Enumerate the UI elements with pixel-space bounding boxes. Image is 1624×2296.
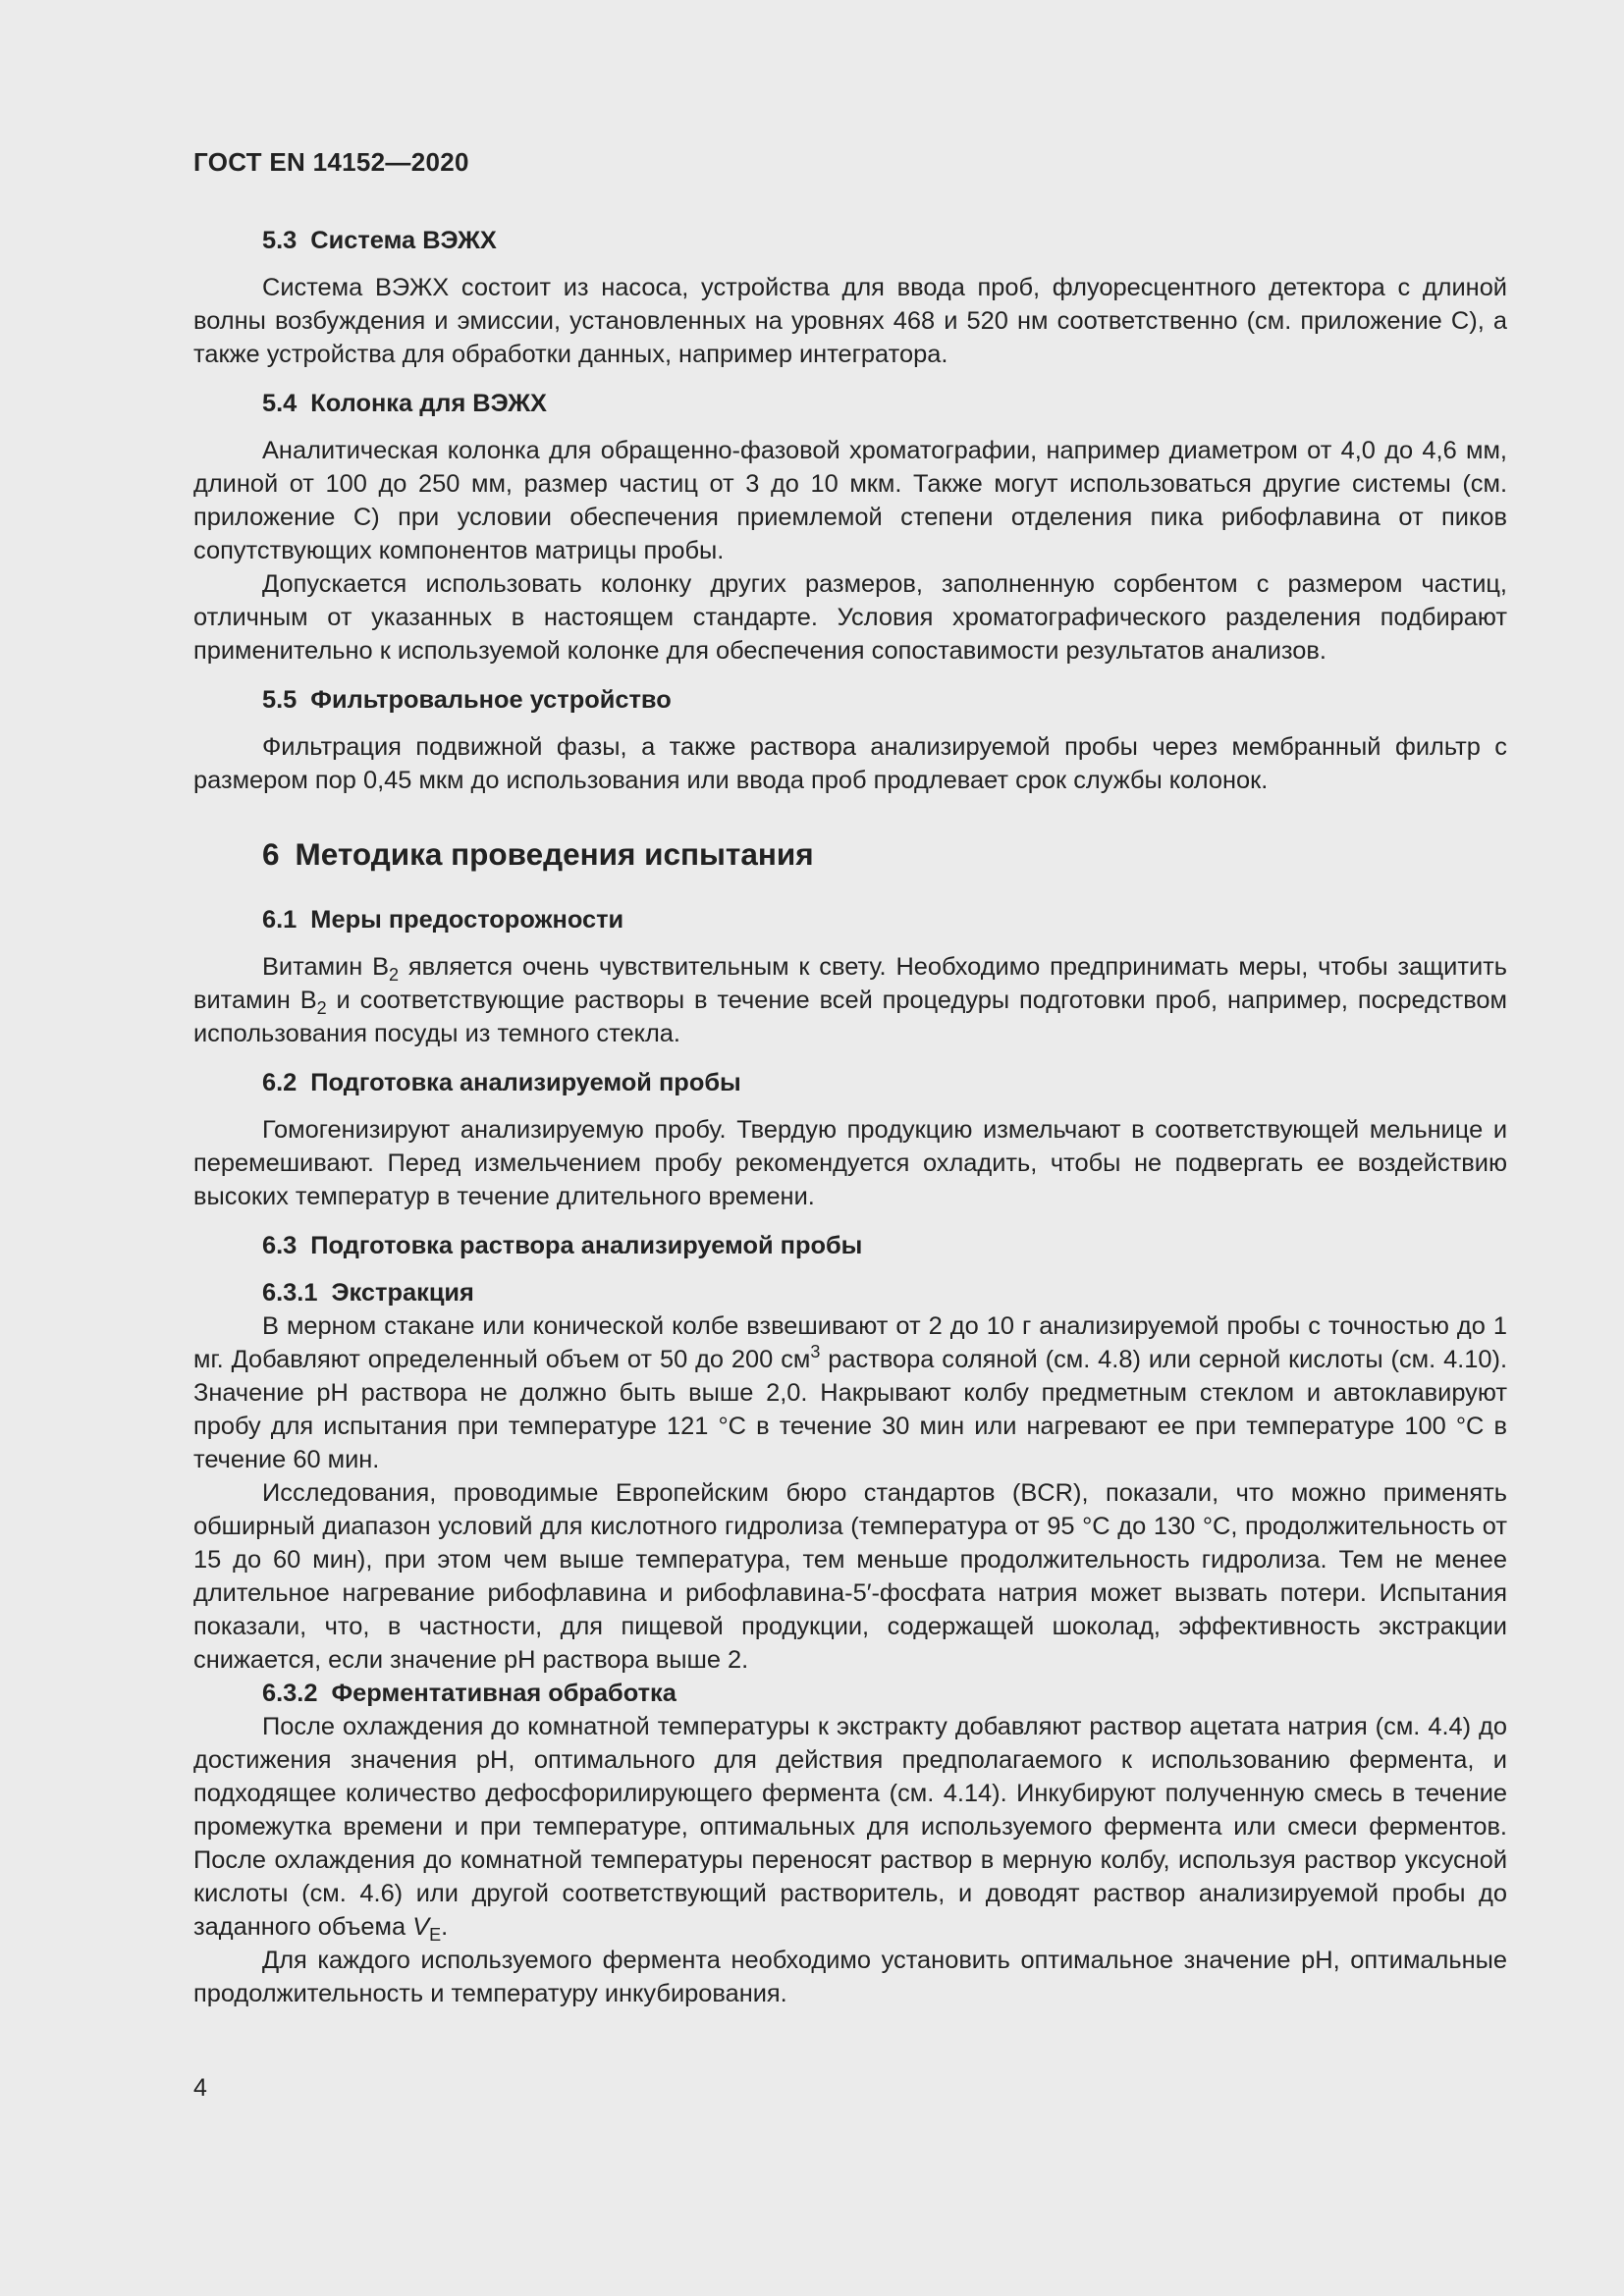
- text-run: Витамин В: [262, 953, 390, 981]
- section-number: 6.3: [262, 1232, 298, 1259]
- section-6-3-2-heading: [193, 1677, 1507, 1710]
- section-5-3-paragraph-1: Система ВЭЖХ состоит из насоса, устройства для ввода проб, флуоресцентного детектора с длиной волны возбуждения и эмиссии, установленных на уровнях 468 и 520 нм соответственно (см. приложение С), а также устройства для обработки данных, например интегратора.: [193, 274, 1507, 368]
- section-title: Меры предосторожности: [310, 906, 624, 934]
- text-run: После охлаждения до комнатной температуры к экстракту добавляют раствор ацетата натрия (см. 4.4) до достижения значения pH, оптимального для действия предполагаемого к использованию фермента, и подходящее количество дефосфорилирующего фермента (см. 4.14). Инкубируют полученную смесь в течение промежутка времени и при температуре, оптимальных для используемого фермента или смеси ферментов. После охлаждения до комнатной температуры переносят раствор в мерную колбу, используя раствор уксусной кислоты (см. 4.6) или другой соответствующий растворитель, и доводят раствор анализируемой пробы до заданного объема: [193, 1713, 1507, 1941]
- section-6-1-heading: [193, 903, 1507, 936]
- section-6-2-heading: [193, 1066, 1507, 1099]
- section-title: Подготовка анализируемой пробы: [310, 1069, 741, 1096]
- subscript: 2: [316, 998, 327, 1018]
- section-title: Колонка для ВЭЖХ: [310, 390, 547, 417]
- section-number: 5.4: [262, 390, 298, 417]
- section-title: Ферментативная обработка: [331, 1680, 677, 1707]
- section-6-3-1-paragraph-2: Исследования, проводимые Европейским бюро стандартов (BCR), показали, что можно применять обширный диапазон условий для кислотного гидролиза (температура от 95 °С до 130 °С, продолжительность от 15 до 60 мин), при этом чем выше температура, тем меньше продолжительность гидролиза. Тем не менее длительное нагревание рибофлавина и рибофлавина-5′-фосфата натрия может вызвать потери. Испытания показали, что, в частности, для пищевой продукции, содержащей шоколад, эффективность экстракции снижается, если значение pH раствора выше 2.: [193, 1479, 1507, 1674]
- section-number: 6: [262, 836, 280, 872]
- section-5-4-heading: [193, 387, 1507, 420]
- section-5-3-heading: [193, 224, 1507, 257]
- text-run: В мерном стакане или конической колбе взвешивают от 2 до 10 г анализируемой пробы с точностью до 1 мг. Добавляют определенный объем от 50 до 200 см: [193, 1312, 1507, 1373]
- section-title: Экстракция: [331, 1279, 474, 1307]
- section-6-3-1-heading: [193, 1276, 1507, 1309]
- section-6-3-2-paragraph-2: Для каждого используемого фермента необходимо установить оптимальное значение pH, оптимальные продолжительность и температуру инкубирования.: [193, 1947, 1507, 2007]
- section-title: Методика проведения испытания: [295, 836, 814, 872]
- section-5-4-paragraph-2: Допускается использовать колонку других размеров, заполненную сорбентом с размером частиц, отличным от указанных в настоящем стандарте. Условия хроматографического разделения подбирают применительно к используемой колонке для обеспечения сопоставимости результатов анализов.: [193, 570, 1507, 665]
- section-number: 6.2: [262, 1069, 298, 1096]
- section-number: 5.5: [262, 686, 298, 714]
- document-body: [193, 224, 1507, 2010]
- subscript: E: [429, 1925, 442, 1945]
- document-header: ГОСТ EN 14152—2020: [193, 147, 469, 177]
- section-number: 6.3.1: [262, 1279, 318, 1307]
- superscript: 3: [810, 1342, 821, 1362]
- section-5-4-paragraph-1: Аналитическая колонка для обращенно-фазовой хроматографии, например диаметром от 4,0 до 4,6 мм, длиной от 100 до 250 мм, размер частиц от 3 до 10 мкм. Также могут использоваться другие системы (см. приложение С) при условии обеспечения приемлемой степени отделения пика рибофлавина от пиков сопутствующих компонентов матрицы пробы.: [193, 437, 1507, 564]
- subscript: 2: [389, 965, 400, 985]
- section-6-heading: [193, 834, 1507, 874]
- text-run: раствора соляной (см. 4.8) или серной кислоты (см. 4.10). Значение pH раствора не должно быть выше 2,0. Накрывают колбу предметным стеклом и автоклавируют пробу для испытания при температуре 121 °С в течение 30 мин или нагревают ее при температуре 100 °С в течение 60 мин.: [193, 1346, 1507, 1473]
- section-number: 5.3: [262, 227, 298, 254]
- page-number: 4: [193, 2074, 207, 2102]
- section-title: Система ВЭЖХ: [310, 227, 497, 254]
- section-number: 6.1: [262, 906, 298, 934]
- text-run: является очень чувствительным к свету. Необходимо предпринимать меры, чтобы защитить витамин В: [193, 953, 1508, 1014]
- section-title: Подготовка раствора анализируемой пробы: [310, 1232, 863, 1259]
- section-number: 6.3.2: [262, 1680, 318, 1707]
- text-run: .: [441, 1913, 449, 1941]
- section-title: Фильтровальное устройство: [310, 686, 672, 714]
- volume-symbol: V: [412, 1913, 430, 1941]
- section-6-1-paragraph-1: [193, 950, 1507, 1050]
- section-6-2-paragraph-1: Гомогенизируют анализируемую пробу. Твердую продукцию измельчают в соответствующей мельнице и перемешивают. Перед измельчением пробу рекомендуется охладить, чтобы не подвергать ее воздействию высоких температур в течение длительного времени.: [193, 1116, 1507, 1210]
- section-6-3-1-paragraph-1: [193, 1309, 1507, 1476]
- section-5-5-paragraph-1: Фильтрация подвижной фазы, а также раствора анализируемой пробы через мембранный фильтр с размером пор 0,45 мкм до использования или ввода проб продлевает срок службы колонок.: [193, 733, 1507, 794]
- section-5-5-heading: [193, 683, 1507, 717]
- section-6-3-2-paragraph-1: [193, 1710, 1507, 1944]
- section-6-3-heading: [193, 1229, 1507, 1262]
- text-run: и соответствующие растворы в течение всей процедуры подготовки проб, например, посредством использования посуды из темного стекла.: [193, 987, 1507, 1047]
